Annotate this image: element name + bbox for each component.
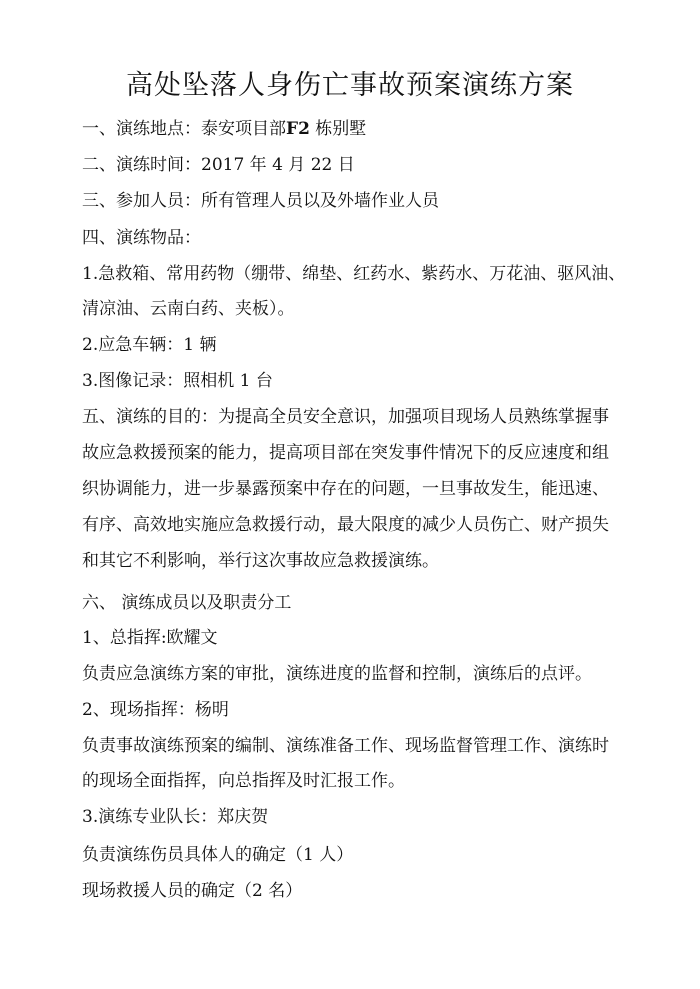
purpose-line-4: 有序、高效地实施应急救援行动，最大限度的减少人员伤亡、财产损失 (82, 515, 609, 535)
vehicle-line: 2.应急车辆：1 辆 (82, 335, 217, 355)
items-first-line-1: 1.急救箱、常用药物（绷带、绵垫、红药水、紫药水、万花油、驱风油、 (82, 264, 626, 284)
team-leader-duty-2: 现场救援人员的确定（2 名） (82, 881, 303, 901)
location-value-bold: F2 (286, 119, 310, 139)
members-heading: 六、 演练成员以及职责分工 (82, 593, 292, 613)
items-heading: 四、演练物品： (82, 228, 201, 248)
team-leader-title: 3.演练专业队长：郑庆贺 (82, 807, 269, 827)
purpose-line-1: 五、演练的目的：为提高全员安全意识，加强项目现场人员熟练掌握事 (82, 407, 609, 427)
location-value-prefix: 泰安项目部 (201, 119, 286, 139)
location-value-suffix: 栋别墅 (309, 119, 367, 139)
purpose-line-3: 织协调能力，进一步暴露预案中存在的问题，一旦事故发生，能迅速、 (82, 479, 609, 499)
team-leader-duty-1: 负责演练伤员具体人的确定（1 人） (82, 845, 354, 865)
commander-duty: 负责应急演练方案的审批，演练进度的监督和控制，演练后的点评。 (82, 664, 592, 684)
site-commander-duty-2: 的现场全面指挥，向总指挥及时汇报工作。 (82, 771, 405, 791)
commander-title: 1、总指挥:欧耀文 (82, 628, 218, 648)
participants-line: 三、参加人员：所有管理人员以及外墙作业人员 (82, 191, 439, 211)
site-commander-duty-1: 负责事故演练预案的编制、演练准备工作、现场监督管理工作、演练时 (82, 736, 609, 756)
location-label: 一、演练地点： (82, 119, 201, 139)
location-line (82, 116, 366, 142)
items-first-line-2: 清凉油、云南白药、夹板）。 (82, 299, 295, 319)
purpose-line-2: 故应急救援预案的能力，提高项目部在突发事件情况下的反应速度和组 (82, 443, 609, 463)
document-title: 高处坠落人身伤亡事故预案演练方案 (126, 70, 574, 101)
time-line: 二、演练时间：2017 年 4 月 22 日 (82, 155, 355, 175)
site-commander-title: 2、现场指挥：杨明 (82, 700, 229, 720)
purpose-line-5: 和其它不利影响，举行这次事故应急救援演练。 (82, 551, 439, 571)
camera-line: 3.图像记录：照相机 1 台 (82, 371, 273, 391)
